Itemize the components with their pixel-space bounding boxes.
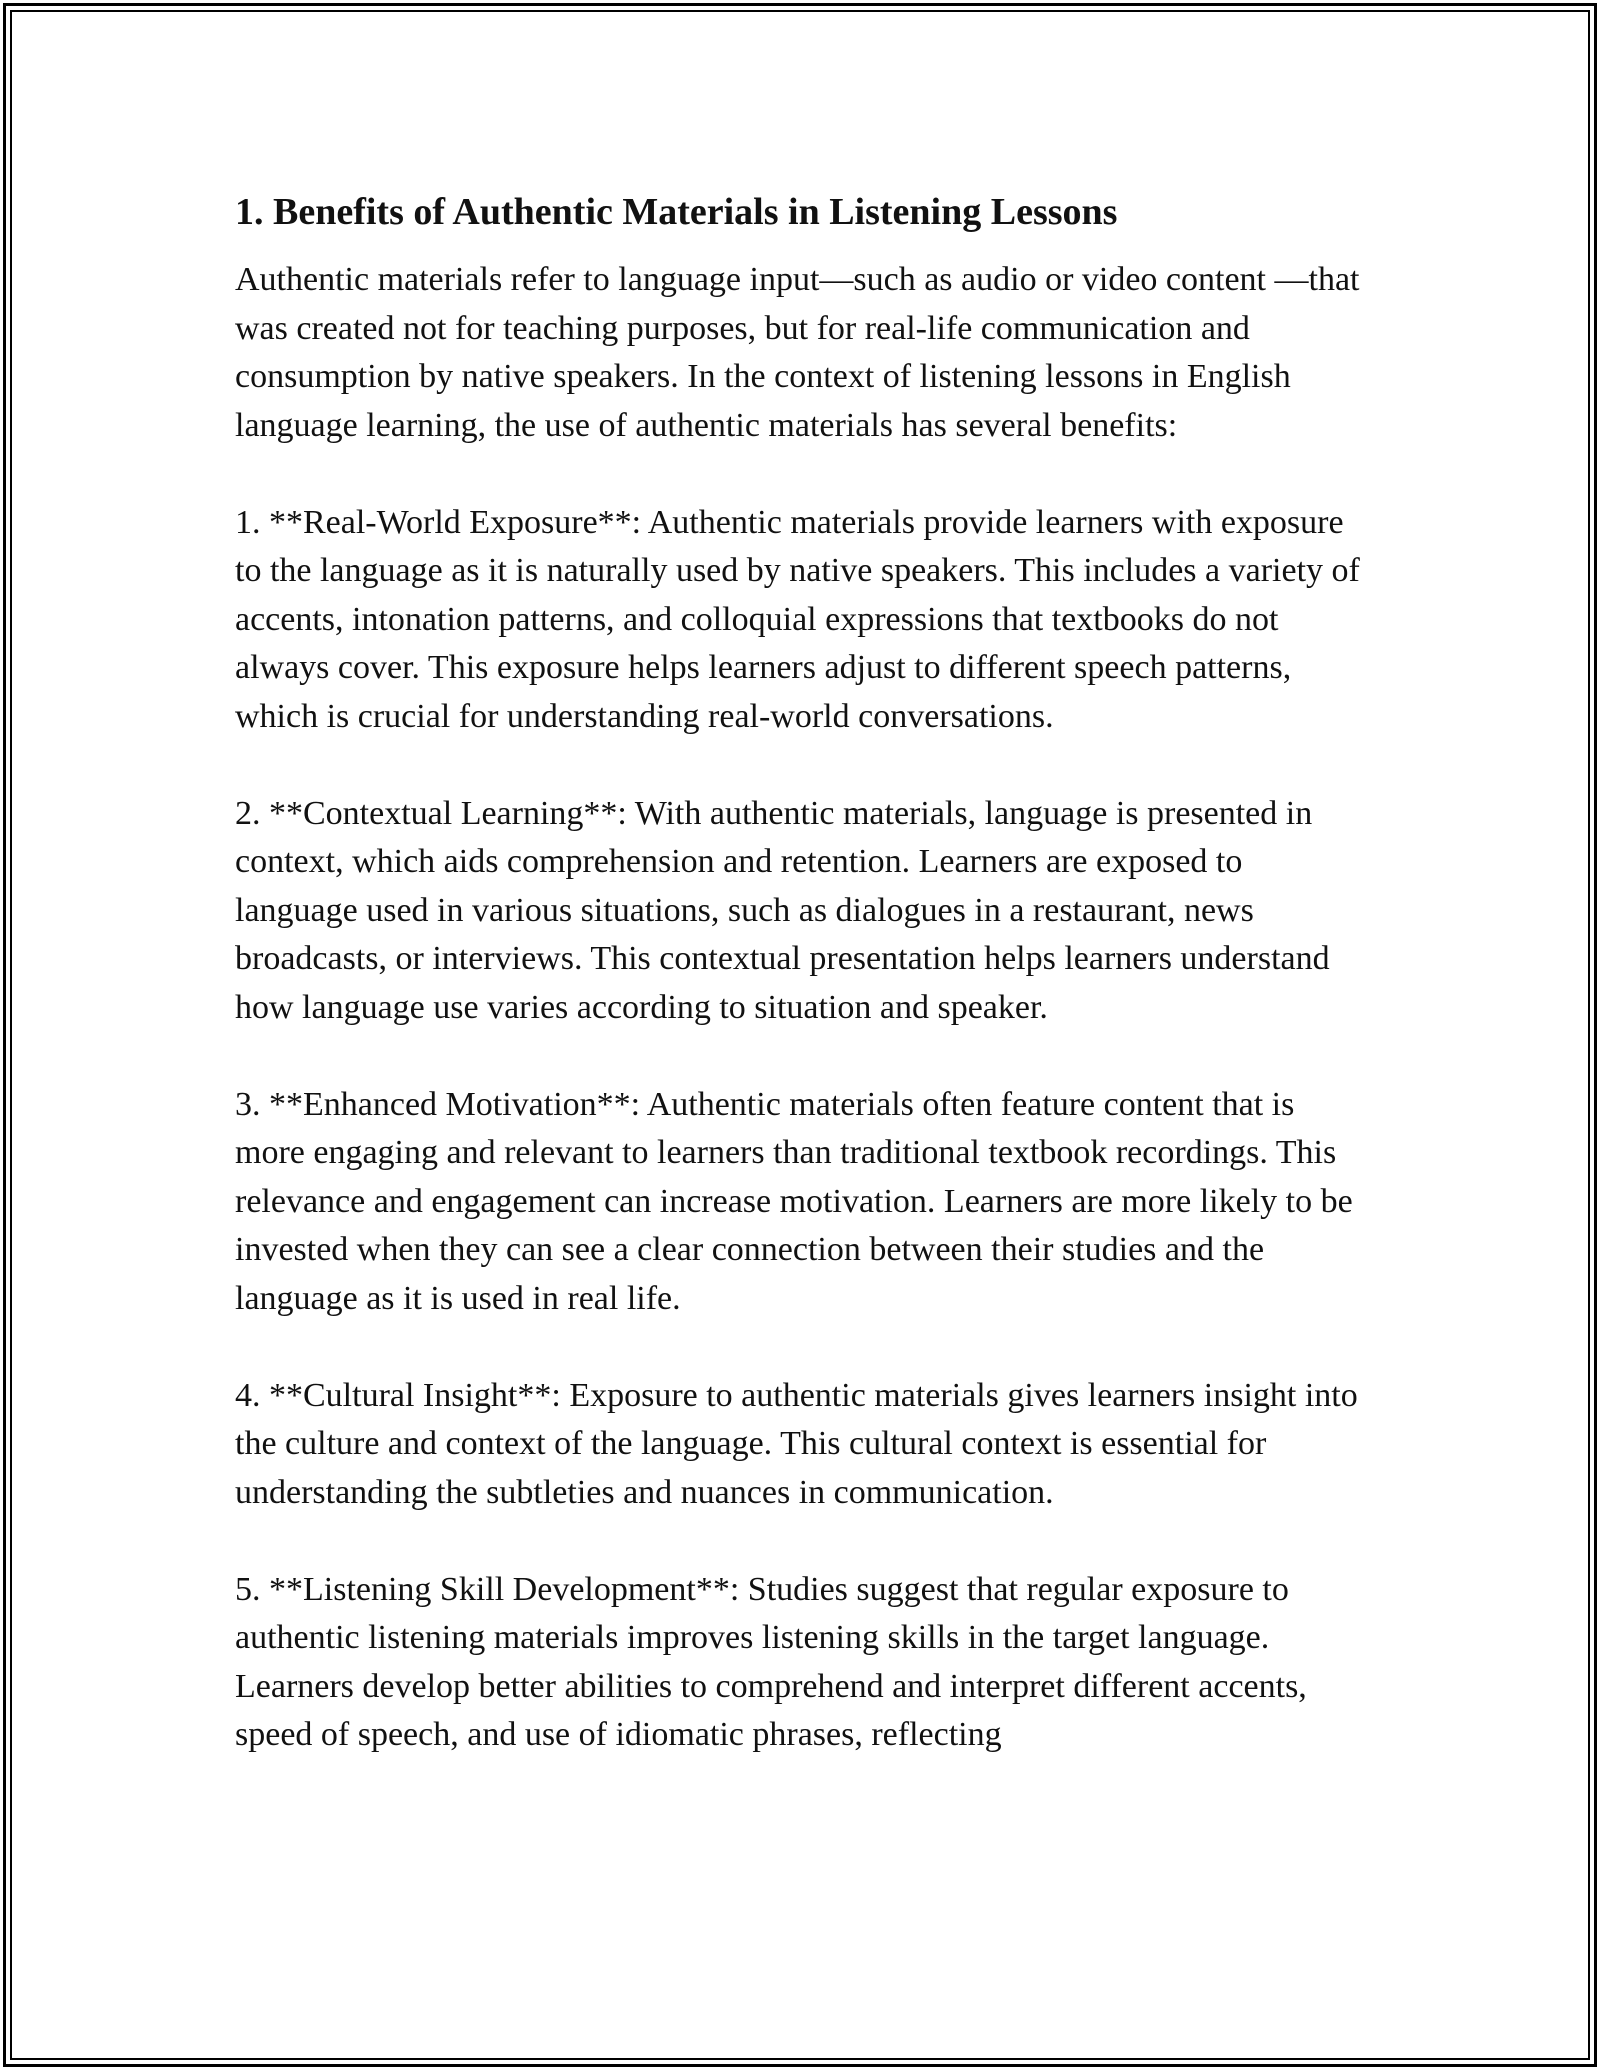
document-title: 1. Benefits of Authentic Materials in Listening Lessons — [235, 191, 1118, 233]
intro-paragraph: Authentic materials refer to language input—such as audio or video content —that was created not for teaching purposes, but for real-life communication and consumption by native speakers. In the context of listening lessons in English language learning, the use of authentic materials has several benefits: — [235, 261, 1360, 444]
benefit-paragraph-5: 5. **Listening Skill Development**: Studies suggest that regular exposure to authentic listening materials improves listening skills in the target language. Learners develop better abilities to comprehend and interpret different accents, speed of speech, and use of idiomatic phrases, reflecting — [235, 1570, 1307, 1753]
benefit-paragraph-3: 3. **Enhanced Motivation**: Authentic materials often feature content that is more engaging and relevant to learners than traditional textbook recordings. This relevance and engagement can increase motivation. Learners are more likely to be invested when they can see a clear connection between their studies and the language as it is used in real life. — [235, 1085, 1353, 1317]
document-body — [235, 186, 1370, 1760]
benefit-paragraph-2: 2. **Contextual Learning**: With authentic materials, language is presented in context, which aids comprehension and retention. Learners are exposed to language used in various situations, such as dialogues in a restaurant, news broadcasts, or interviews. This contextual presentation helps learners understand how language use varies according to situation and speaker. — [235, 794, 1330, 1026]
benefit-paragraph-1: 1. **Real-World Exposure**: Authentic materials provide learners with exposure to the language as it is naturally used by native speakers. This includes a variety of accents, intonation patterns, and colloquial expressions that textbooks do not always cover. This exposure helps learners adjust to different speech patterns, which is crucial for understanding real-world conversations. — [235, 503, 1360, 735]
benefit-paragraph-4: 4. **Cultural Insight**: Exposure to authentic materials gives learners insight into the culture and context of the language. This cultural context is essential for understanding the subtleties and nuances in communication. — [235, 1376, 1358, 1511]
